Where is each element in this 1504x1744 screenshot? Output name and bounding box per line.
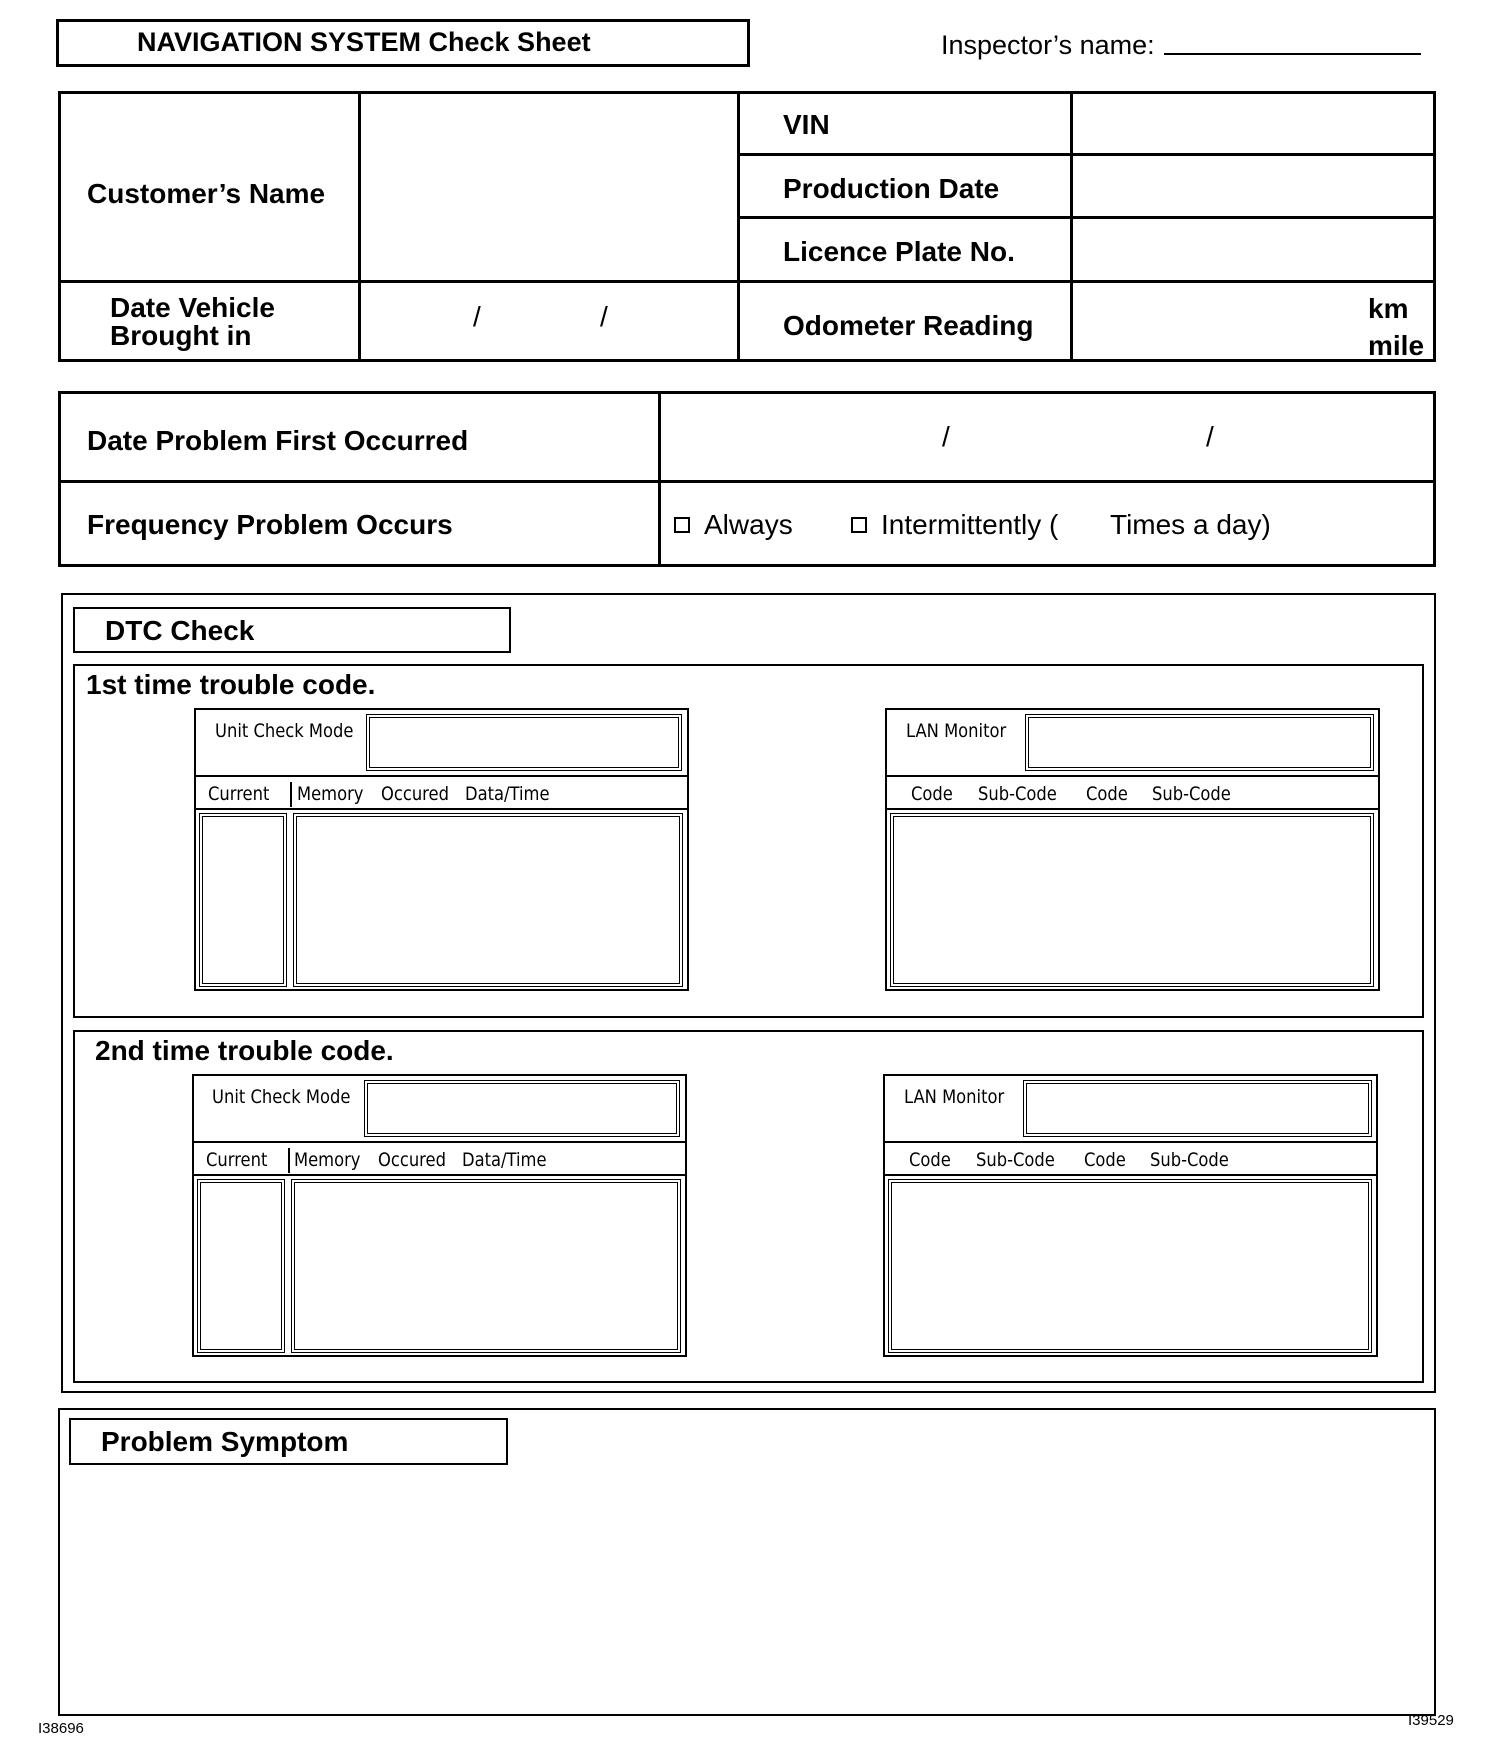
unit-check-mode-label-1: Unit Check Mode (215, 720, 354, 742)
unit-check-mode-field-1[interactable] (366, 714, 682, 771)
times-a-day-label: Times a day) (1110, 509, 1271, 540)
date-separator-3: / (942, 421, 950, 452)
option-always[interactable] (674, 511, 793, 539)
customer-name-label: Customer’s Name (87, 178, 326, 209)
subcode-header-2b: Sub-Code (1150, 1149, 1229, 1171)
subcode-header-1b: Sub-Code (1152, 783, 1231, 805)
times-a-day-field[interactable] (1058, 505, 1106, 541)
date-brought-in-label-line1: Date Vehicle (110, 292, 275, 323)
unit-mile: mile (1368, 330, 1425, 361)
subcode-header-1a: Sub-Code (978, 783, 1057, 805)
intermittently-label: Intermittently ( (881, 509, 1059, 540)
subcode-header-2a: Sub-Code (976, 1149, 1055, 1171)
first-trouble-code-title: 1st time trouble code. (86, 669, 376, 700)
date-brought-in-field[interactable] (361, 283, 737, 362)
memory-header-1: Memory (297, 783, 364, 805)
date-separator-1: / (473, 301, 481, 332)
problem-symptom-title: Problem Symptom (101, 1426, 349, 1457)
inspector-name-field[interactable] (1164, 53, 1421, 55)
customer-name-field[interactable] (361, 94, 737, 280)
intermittently-checkbox[interactable] (851, 517, 867, 533)
vin-field[interactable] (1073, 94, 1433, 153)
code-header-1a: Code (911, 783, 953, 805)
second-trouble-code-title: 2nd time trouble code. (95, 1035, 394, 1066)
always-checkbox[interactable] (674, 517, 690, 533)
footer-right-id: I39529 (1408, 1712, 1454, 1729)
lan-monitor-label-2: LAN Monitor (904, 1086, 1005, 1108)
current-code-field-2[interactable] (197, 1179, 285, 1353)
lan-monitor-label-1: LAN Monitor (906, 720, 1007, 742)
code-header-2a: Code (909, 1149, 951, 1171)
problem-symptom-field[interactable] (62, 1470, 1432, 1712)
date-brought-in-label-line2: Brought in (110, 320, 252, 351)
memory-header-2: Memory (294, 1149, 361, 1171)
date-first-occurred-field[interactable] (661, 394, 1433, 480)
always-label: Always (704, 509, 793, 540)
production-date-label: Production Date (783, 173, 1000, 204)
current-header-2: Current (206, 1149, 268, 1171)
code-header-1b: Code (1086, 783, 1128, 805)
odometer-label: Odometer Reading (783, 310, 1034, 341)
current-header-1: Current (208, 783, 270, 805)
lan-monitor-field-2[interactable] (1023, 1080, 1372, 1137)
unit-km: km (1368, 293, 1409, 324)
option-intermittently[interactable] (851, 511, 1058, 539)
unit-check-mode-field-2[interactable] (364, 1080, 680, 1137)
footer-left-id: I38696 (38, 1720, 84, 1737)
current-code-field-1[interactable] (199, 813, 287, 987)
occured-header-2: Occured (378, 1149, 446, 1171)
unit-check-mode-label-2: Unit Check Mode (212, 1086, 351, 1108)
sheet-title: NAVIGATION SYSTEM Check Sheet (137, 27, 591, 57)
frequency-label: Frequency Problem Occurs (87, 509, 453, 540)
memory-code-field-2[interactable] (291, 1179, 681, 1353)
data-time-header-2: Data/Time (462, 1149, 547, 1171)
occured-header-1: Occured (381, 783, 449, 805)
code-header-2b: Code (1084, 1149, 1126, 1171)
lan-code-field-1[interactable] (890, 813, 1374, 987)
date-separator-2: / (600, 301, 608, 332)
licence-plate-label: Licence Plate No. (783, 236, 1015, 267)
dtc-check-title: DTC Check (105, 615, 255, 646)
production-date-field[interactable] (1073, 156, 1433, 216)
data-time-header-1: Data/Time (465, 783, 550, 805)
inspector-name-label: Inspector’s name: (941, 30, 1155, 60)
date-separator-4: / (1206, 421, 1214, 452)
date-first-occurred-label: Date Problem First Occurred (87, 425, 469, 456)
lan-code-field-2[interactable] (888, 1179, 1372, 1353)
licence-plate-field[interactable] (1073, 219, 1433, 280)
lan-monitor-field-1[interactable] (1025, 714, 1374, 771)
vin-label: VIN (783, 109, 830, 140)
memory-code-field-1[interactable] (293, 813, 683, 987)
